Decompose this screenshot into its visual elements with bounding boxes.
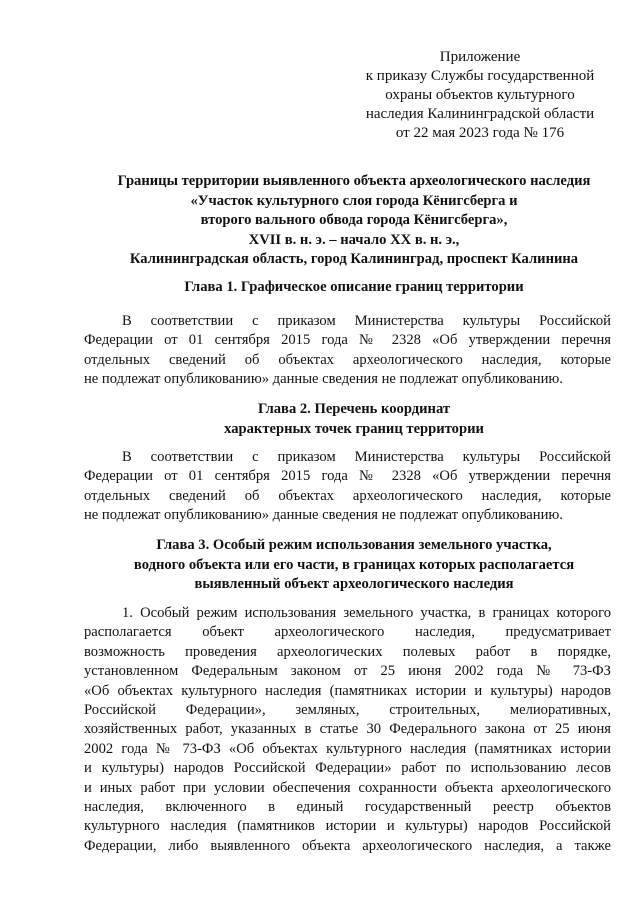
- paragraph-line: Федерации от 01 сентября 2015 года № 2328 «Об утверждении перечня: [84, 468, 611, 485]
- heading-line: водного объекта или его части, в границах которых располагается: [133, 556, 575, 573]
- paragraph-line: Федерации от 01 сентября 2015 года № 2328 «Об утверждении перечня: [84, 332, 611, 349]
- paragraph-line: располагается объект археологического наследия, предусматривает: [84, 624, 611, 641]
- paragraph-line: и иных работ при условии обеспечения сохранности объекта археологического: [84, 779, 611, 796]
- chapter-2-heading: [84, 400, 624, 439]
- paragraph-line: и культуры) народов Российской Федерации» работ по использованию лесов: [84, 760, 611, 777]
- chapter-3-heading: [84, 536, 624, 595]
- paragraph-line: не подлежат опубликованию» данные сведения не подлежат опубликованию.: [84, 371, 563, 388]
- paragraph-line: 1. Особый режим использования земельного участка, в границах которого: [122, 605, 611, 621]
- paragraph-line: В соответствии с приказом Министерства культуры Российской: [122, 313, 611, 329]
- paragraph-line: хозяйственных работ, указанных в статье 30 Федерального закона от 25 июня: [84, 721, 611, 738]
- chapter-1-heading: [84, 278, 624, 298]
- paragraph-line: культурного наследия (памятников истории и культуры) народов Российской: [84, 818, 611, 835]
- title-line: Калининградская область, город Калининград, проспект Калинина: [129, 251, 579, 268]
- heading-line: Глава 2. Перечень координат: [257, 401, 451, 417]
- paragraph-line: наследия, включенного в единый государственный реестр объектов: [84, 799, 611, 816]
- paragraph-line: отдельных сведений об объектах археологического наследия, которые: [84, 487, 611, 504]
- paragraph-line: не подлежат опубликованию» данные сведения не подлежат опубликованию.: [84, 507, 563, 524]
- appendix-line: к приказу Службы государственной: [365, 68, 595, 84]
- chapter-3-paragraph: [84, 604, 611, 856]
- heading-line: выявленный объект археологического наследия: [194, 576, 514, 593]
- appendix-line: от 22 мая 2023 года № 176: [395, 125, 565, 141]
- appendix-block: [340, 48, 620, 143]
- paragraph-line: В соответствии с приказом Министерства культуры Российской: [122, 449, 611, 465]
- document-title: [84, 172, 624, 270]
- paragraph-line: 2002 года № 73-ФЗ «Об объектах культурного наследия (памятниках истории: [84, 740, 611, 757]
- heading-line: Глава 1. Графическое описание границ территории: [184, 279, 524, 295]
- appendix-line: Приложение: [439, 49, 521, 65]
- title-line: Границы территории выявленного объекта археологического наследия: [117, 173, 591, 189]
- title-line: «Участок культурного слоя города Кёнигсберга и: [190, 192, 518, 209]
- title-line: второго вального обвода города Кёнигсберга»,: [200, 212, 508, 229]
- paragraph-line: Российской Федерации», земляных, строительных, мелиоративных,: [84, 702, 611, 719]
- paragraph-line: отдельных сведений об объектах археологического наследия, которые: [84, 351, 611, 368]
- paragraph-line: Федерации, либо выявленного объекта археологического наследия, а также: [84, 837, 611, 854]
- chapter-2-paragraph: [84, 448, 611, 526]
- title-line: XVII в. н. э. – начало XX в. н. э.,: [248, 231, 460, 248]
- appendix-line: наследия Калининградской области: [365, 106, 595, 122]
- chapter-1-paragraph: [84, 312, 611, 390]
- heading-line: характерных точек границ территории: [224, 420, 484, 437]
- paragraph-line: возможность проведения археологических полевых работ в порядке,: [84, 643, 611, 660]
- paragraph-line: установленном Федеральным законом от 25 июня 2002 года № 73-ФЗ: [84, 663, 611, 680]
- heading-line: Глава 3. Особый режим использования земельного участка,: [156, 537, 552, 553]
- paragraph-line: «Об объектах культурного наследия (памятниках истории и культуры) народов: [84, 682, 611, 699]
- appendix-line: охраны объектов культурного: [385, 87, 575, 103]
